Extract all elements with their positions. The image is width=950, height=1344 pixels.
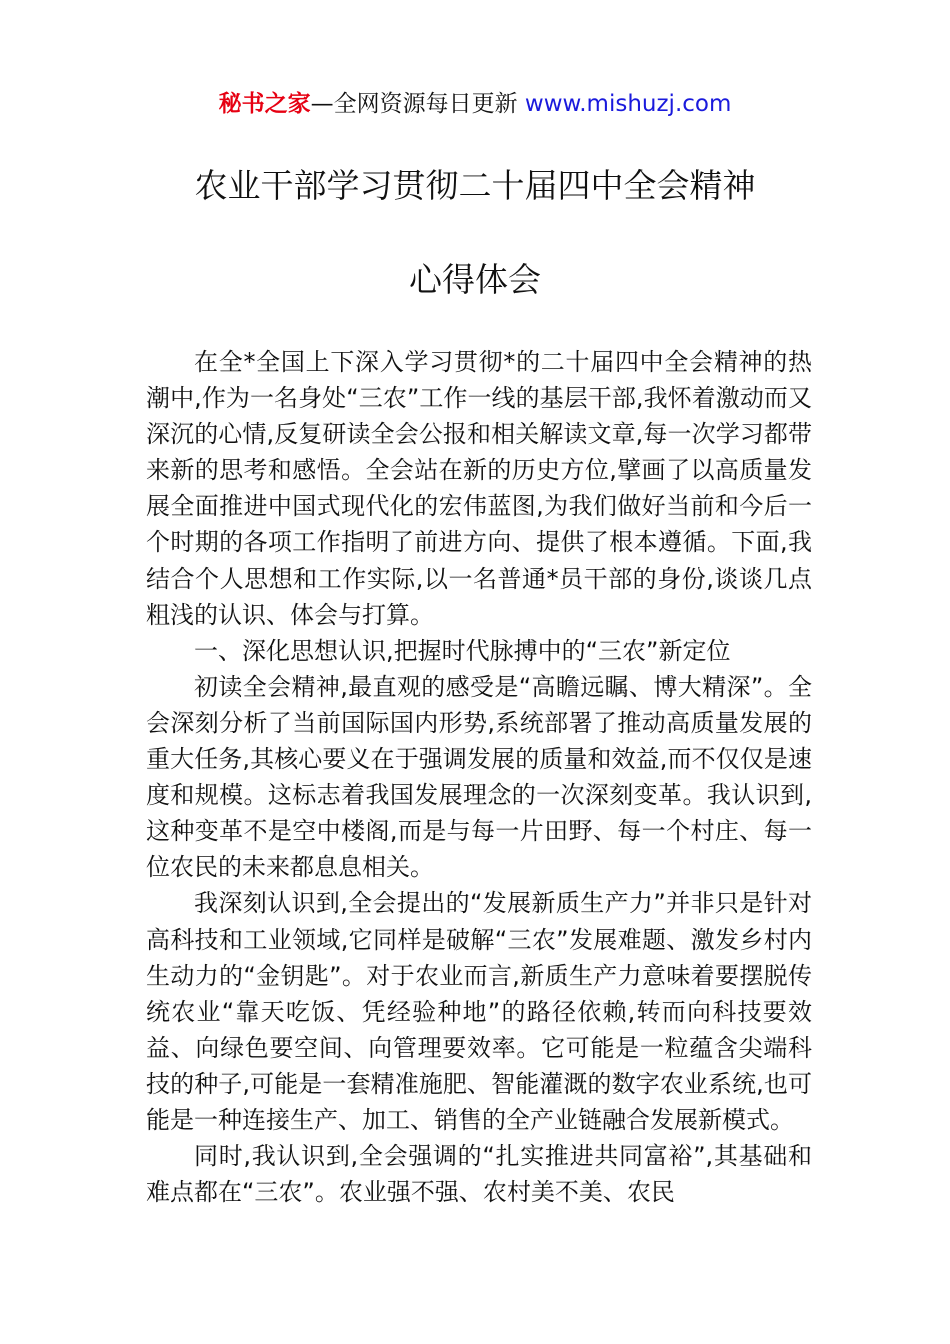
site-brand: 秘书之家 (218, 91, 311, 117)
site-header (0, 86, 950, 122)
body-paragraph: 同时,我认识到,全会强调的“扎实推进共同富裕”,其基础和难点都在“三农”。农业强不强、农村美不美、农民 (146, 1142, 812, 1207)
body-paragraph: 初读全会精神,最直观的感受是“高瞻远瞩、博大精深”。全会深刻分析了当前国际国内形势,系统部署了推动高质量发展的重大任务,其核心要义在于强调发展的质量和效益,而不仅仅是速度和规模。这标志着我国发展理念的一次深刻变革。我认识到,这种变革不是空中楼阁,而是与每一片田野、每一个村庄、每一位农民的未来都息息相关。 (146, 672, 812, 882)
section-heading-1: 一、深化思想认识,把握时代脉搏中的“三农”新定位 (194, 636, 731, 665)
site-url-link[interactable]: www.mishuzj.com (524, 91, 732, 117)
document-body (146, 344, 812, 1210)
body-paragraph: 我深刻认识到,全会提出的“发展新质生产力”并非只是针对高科技和工业领域,它同样是破解“三农”发展难题、激发乡村内生动力的“金钥匙”。对于农业而言,新质生产力意味着要摆脱传统农业“靠天吃饭、凭经验种地”的路径依赖,转而向科技要效益、向绿色要空间、向管理要效率。它可能是一粒蕴含尖端科技的种子,可能是一套精准施肥、智能灌溉的数字农业系统,也可能是一种连接生产、加工、销售的全产业链融合发展新模式。 (146, 889, 812, 1134)
site-tagline: —全网资源每日更新 (310, 91, 525, 117)
document-title-line-2: 心得体会 (409, 260, 541, 299)
intro-paragraph: 在全*全国上下深入学习贯彻*的二十届四中全会精神的热潮中,作为一名身处“三农”工作一线的基层干部,我怀着激动而又深沉的心情,反复研读全会公报和相关解读文章,每一次学习都带来新的思考和感悟。全会站在新的历史方位,擘画了以高质量发展全面推进中国式现代化的宏伟蓝图,为我们做好当前和今后一个时期的各项工作指明了前进方向、提供了根本遵循。下面,我结合个人思想和工作实际,以一名普通*员干部的身份,谈谈几点粗浅的认识、体会与打算。 (146, 348, 812, 629)
document-title-line-1: 农业干部学习贯彻二十届四中全会精神 (194, 166, 756, 205)
